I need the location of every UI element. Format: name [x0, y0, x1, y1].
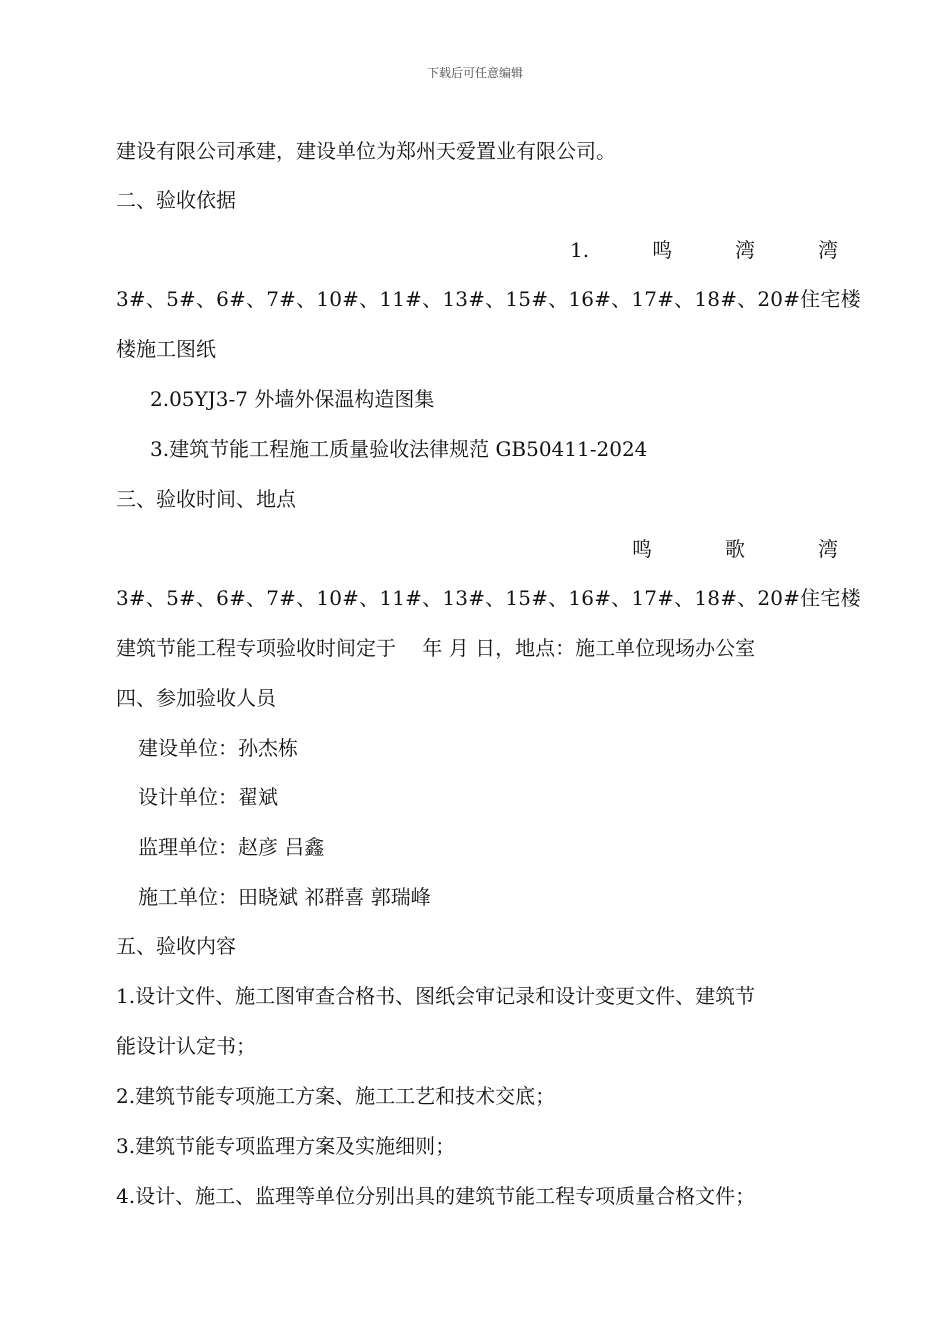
- spread-word: 鸣: [632, 537, 652, 561]
- spread-line: [632, 532, 838, 566]
- section-title: 三、验收时间、地点: [116, 487, 296, 511]
- list-item: 3.建筑节能工程施工质量验收法律规范 GB50411-2024: [150, 437, 648, 461]
- spread-line: [570, 233, 838, 267]
- person-line: 施工单位：田晓斌 祁群喜 郭瑞峰: [138, 885, 431, 909]
- spread-word: 湾: [818, 537, 838, 561]
- paragraph-line: 楼施工图纸: [116, 337, 216, 361]
- section-title: 五、验收内容: [116, 934, 236, 958]
- section-title: 四、参加验收人员: [116, 686, 276, 710]
- spread-word: 歌: [725, 537, 745, 561]
- spread-word: 湾: [735, 238, 756, 262]
- person-line: 设计单位：翟斌: [138, 785, 278, 809]
- building-list: 3#、5#、6#、7#、10#、11#、13#、15#、16#、17#、18#、20#住宅楼: [116, 586, 861, 610]
- spread-word: 鸣: [652, 238, 673, 262]
- list-item: 1.设计文件、施工图审查合格书、图纸会审记录和设计变更文件、建筑节: [116, 984, 756, 1008]
- paragraph-line: 建设有限公司承建，建设单位为郑州天爱置业有限公司。: [116, 139, 616, 163]
- list-item: 2.建筑节能专项施工方案、施工工艺和技术交底；: [116, 1084, 556, 1108]
- list-item: 3.建筑节能专项监理方案及实施细则；: [116, 1134, 456, 1158]
- list-item: 4.设计、施工、监理等单位分别出具的建筑节能工程专项质量合格文件；: [116, 1184, 756, 1208]
- building-list: 3#、5#、6#、7#、10#、11#、13#、15#、16#、17#、18#、20#住宅楼: [116, 287, 861, 311]
- person-line: 建设单位：孙杰栋: [138, 736, 298, 760]
- paragraph-line: 建筑节能工程专项验收时间定于 年 月 日，地点：施工单位现场办公室: [116, 636, 756, 660]
- list-item: 2.05YJ3-7 外墙外保温构造图集: [150, 387, 435, 411]
- item-prefix: 1.: [570, 238, 590, 262]
- page-header: 下载后可任意编辑: [426, 66, 523, 80]
- person-line: 监理单位：赵彦 吕鑫: [138, 835, 325, 859]
- spread-word: 湾: [818, 238, 838, 262]
- section-title: 二、验收依据: [116, 188, 236, 212]
- list-item: 能设计认定书；: [116, 1034, 256, 1058]
